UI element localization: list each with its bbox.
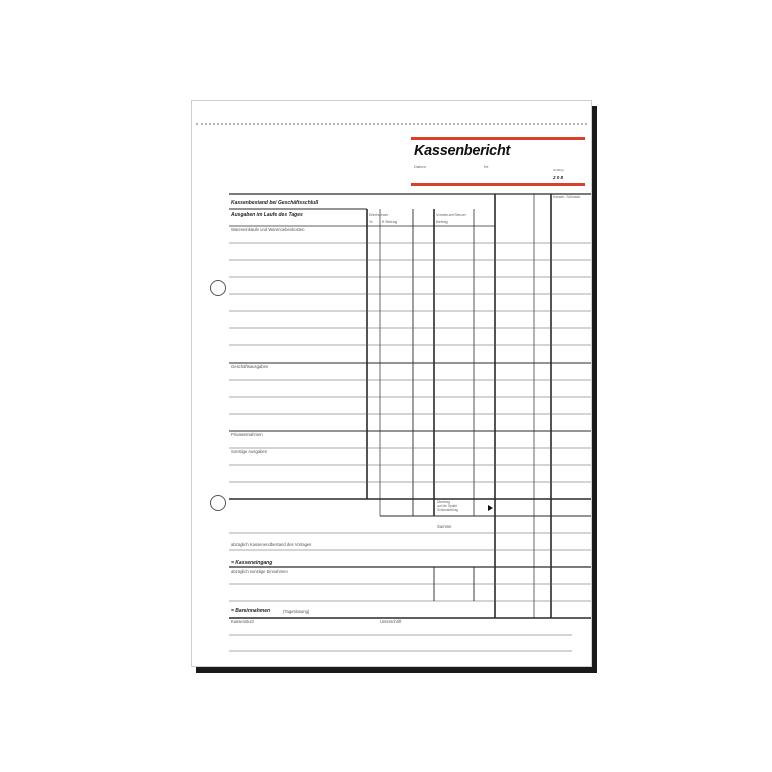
datum-label: Datum [414,164,426,169]
unterschrift-label: Unterschrift [380,619,402,624]
ausgaben-label: Ausgaben im Laufe des Tages [231,212,303,218]
writing-lines [229,243,591,651]
kassensturz-label: Kassensturz [231,619,255,624]
sonstige-label: Sonstige Ausgaben [231,449,268,454]
geschaeft-label: Geschäftsausgaben [231,364,269,369]
arrow-right-icon [488,505,493,511]
form-title: Kassenbericht [414,143,511,159]
number-prefix-label: Nr. [484,164,490,169]
abzueglich-label: abzüglich Kassenendbestand des Vortages [231,542,312,547]
kassenbestand-label: Kassenbestand bei Geschäftsschluß [231,200,319,206]
abzueglich-sonstige-label: abzüglich sonstige Einnahmen [231,569,288,574]
uebertrag-line-1: Übertrag [437,500,450,504]
section-rules [229,363,591,618]
form-sheet [191,100,592,667]
right-col-header: Kassen- Schlussb. [553,195,582,199]
uebertrag-line-3: Schlussbetrag [437,508,458,512]
col1-sub-betrag: € Betrag [382,219,398,224]
col2-sub-betrag: Betrag [436,219,448,224]
summe-label: Summe [437,524,452,529]
form-grid [192,101,591,666]
privat-label: Privatentnahmen [231,432,263,437]
form-code: 2 0 8 [553,175,564,180]
col2-header: Vorsteuer/Steuer [436,212,467,217]
corner-label: Nrd/lfdg [553,168,564,172]
uebertrag-line-2: auf die Spalte [437,504,458,508]
bareinnahmen-suffix: (Tageslosung) [283,609,310,614]
bareinnahmen-label: = Bareinnahmen [231,608,271,614]
col1-sub-percent: % [369,219,373,224]
col1-header: Wertsteuer [369,212,389,217]
kasseneingang-label: = Kasseneingang [231,560,273,566]
wareneinkauf-label: Wareneinkäufe und Warennebenkosten [231,227,305,232]
